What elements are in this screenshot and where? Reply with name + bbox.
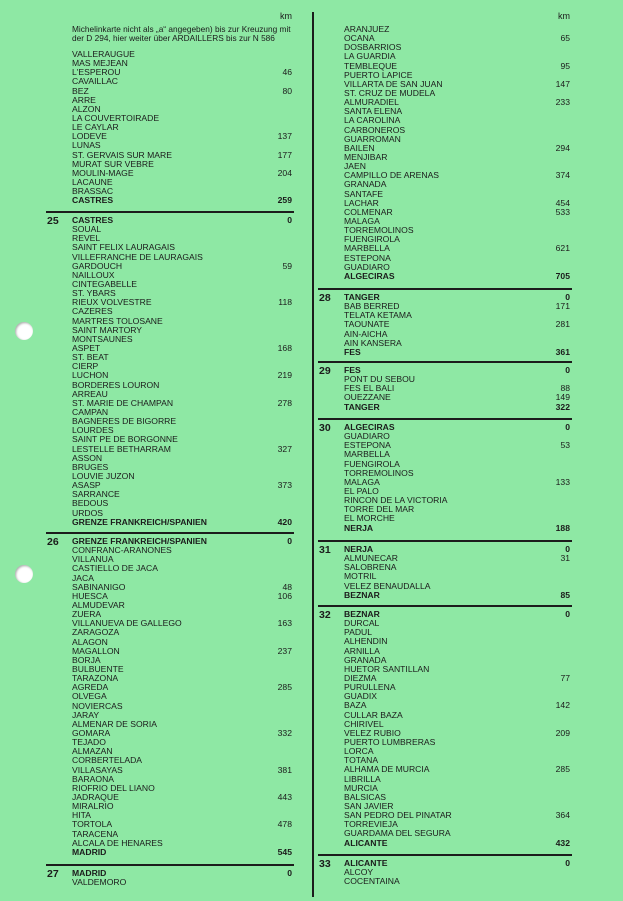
place-name: BEDOUS — [72, 498, 109, 509]
route-number: 28 — [319, 292, 331, 304]
route-number: 32 — [319, 609, 331, 621]
place-name: SANTAFE — [344, 188, 383, 199]
place-name: LUCHON — [72, 370, 109, 381]
right-column — [318, 0, 572, 901]
distance-km: 259 — [277, 195, 292, 206]
place-name: VILLANUEVA DE GALLEGO — [72, 618, 182, 629]
place-name: BARAONA — [72, 773, 115, 784]
place-name: MARTRES TOLOSANE — [72, 315, 163, 326]
place-name: VILLEFRANCHE DE LAURAGAIS — [72, 251, 203, 262]
place-name: LOUVIE JUZON — [72, 470, 135, 481]
place-name: ALMUNECAR — [344, 553, 398, 564]
place-name: RINCON DE LA VICTORIA — [344, 495, 448, 506]
place-name: FUENGIROLA — [344, 458, 400, 469]
distance-km: 163 — [277, 618, 292, 629]
distance-km: 46 — [282, 67, 292, 78]
route-segment-29 — [318, 361, 572, 412]
place-name: ESTEPONA — [344, 440, 391, 451]
place-name: CASTRES — [72, 215, 114, 225]
distance-km: 0 — [287, 215, 292, 225]
place-name: LA GUARDIA — [344, 51, 396, 62]
place-name: L'ESPEROU — [72, 67, 121, 78]
place-name: FES — [344, 346, 361, 357]
place-name: MARBELLA — [344, 449, 390, 460]
route-segment-28 — [318, 288, 572, 357]
place-name: EL MORCHE — [344, 513, 395, 524]
distance-km: 80 — [282, 85, 292, 96]
place-name: DIEZMA — [344, 672, 377, 683]
place-name: VALLERAUGUE — [72, 49, 135, 59]
distance-km: 294 — [555, 142, 570, 153]
place-name: COCENTAINA — [344, 876, 400, 887]
place-name: TORREMOLINOS — [344, 467, 414, 478]
place-name: TARAZONA — [72, 673, 119, 684]
route-number: 29 — [319, 365, 331, 377]
place-name: PURULLENA — [344, 682, 396, 693]
place-name: MAGALLON — [72, 645, 120, 656]
place-name: BEZNAR — [344, 609, 380, 619]
place-row — [46, 878, 294, 887]
route-segment-27 — [46, 864, 294, 887]
place-name: JACA — [72, 572, 94, 583]
place-name: MIRALRIO — [72, 801, 114, 812]
place-name: CAMPAN — [72, 406, 109, 417]
place-row — [46, 518, 294, 527]
km-header-right: km — [558, 11, 570, 21]
place-name: CULLAR BAZA — [344, 709, 403, 720]
place-name: PUERTO LUMBRERAS — [344, 736, 436, 747]
distance-km: 142 — [555, 700, 570, 711]
place-name: LODEVE — [72, 131, 107, 142]
route-number: 27 — [47, 868, 59, 880]
place-name: ARANJUEZ — [344, 24, 390, 34]
distance-km: 478 — [277, 819, 292, 830]
route-segment-31 — [318, 540, 572, 600]
place-name: BRASSAC — [72, 186, 114, 197]
place-name: ALZON — [72, 103, 101, 114]
distance-km: 545 — [277, 846, 292, 857]
place-row — [318, 591, 572, 600]
place-name: PADUL — [344, 627, 373, 638]
place-name: ALCOY — [344, 867, 374, 878]
distance-km: 204 — [277, 167, 292, 178]
distance-km: 432 — [555, 837, 570, 848]
place-name: NERJA — [344, 522, 374, 533]
distance-km: 322 — [555, 401, 570, 412]
place-name: LOURDES — [72, 425, 114, 436]
place-row — [318, 272, 572, 281]
route-segment-continued — [46, 22, 294, 205]
place-name: URDOS — [72, 507, 104, 518]
distance-km: 233 — [555, 97, 570, 108]
place-name: BAGNERES DE BIGORRE — [72, 416, 177, 427]
place-name: VELEZ BENAUDALLA — [344, 580, 431, 591]
place-name: PUERTO LAPICE — [344, 69, 413, 80]
place-name: BEZ — [72, 85, 89, 96]
distance-km: 374 — [555, 170, 570, 181]
place-name: TANGER — [344, 292, 380, 302]
place-name: CARBONEROS — [344, 124, 406, 135]
place-name: HITA — [72, 810, 91, 821]
place-name: CASTIELLO DE JACA — [72, 563, 158, 574]
place-name: BEZNAR — [344, 589, 380, 600]
place-name: COLMENAR — [344, 206, 393, 217]
place-name: LIBRILLA — [344, 773, 381, 784]
place-name: REVEL — [72, 233, 101, 244]
distance-km: 59 — [282, 260, 292, 271]
place-name: DOSBARRIOS — [344, 42, 402, 53]
distance-km: 0 — [287, 868, 292, 878]
place-row — [46, 848, 294, 857]
distance-km: 281 — [555, 319, 570, 330]
place-name: LACAUNE — [72, 176, 113, 187]
place-name: ALMAZAN — [72, 746, 113, 757]
place-row — [318, 877, 572, 886]
place-name: GRENZE FRANKREICH/SPANIEN — [72, 536, 207, 546]
place-name: FES EL BALI — [344, 383, 395, 394]
place-name: GUADIX — [344, 691, 377, 702]
distance-km: 533 — [555, 206, 570, 217]
place-name: VILLARTA DE SAN JUAN — [344, 78, 443, 89]
place-name: OLVEGA — [72, 691, 107, 702]
place-name: BAZA — [344, 700, 367, 711]
place-name: LA CAROLINA — [344, 115, 401, 126]
place-name: BORDERES LOURON — [72, 379, 160, 390]
place-row — [318, 524, 572, 533]
place-name: MURCIA — [344, 782, 378, 793]
distance-km: 118 — [278, 297, 292, 308]
route-number: 25 — [47, 215, 59, 227]
distance-km: 373 — [277, 480, 292, 491]
place-name: SALOBRENA — [344, 562, 397, 573]
distance-km: 0 — [565, 365, 570, 375]
place-name: VELEZ RUBIO — [344, 727, 401, 738]
place-name: AIN-AICHA — [344, 328, 388, 339]
distance-km: 95 — [560, 60, 570, 71]
place-name: ALMURADIEL — [344, 97, 399, 108]
place-name: MARBELLA — [344, 243, 390, 254]
distance-km: 237 — [277, 645, 292, 656]
place-name: SARRANCE — [72, 489, 120, 500]
place-name: SAINT MARTORY — [72, 324, 143, 335]
place-name: CAZERES — [72, 306, 113, 317]
place-name: ST. MARIE DE CHAMPAN — [72, 397, 174, 408]
distance-km: 168 — [277, 342, 292, 353]
place-name: TORREVIEJA — [344, 819, 398, 830]
place-name: TEMBLEQUE — [344, 60, 398, 71]
place-name: FES — [344, 365, 361, 375]
place-name: ZARAGOZA — [72, 627, 120, 638]
distance-km: 285 — [277, 682, 292, 693]
place-name: BULBUENTE — [72, 663, 124, 674]
place-name: MURAT SUR VEBRE — [72, 158, 154, 169]
place-name: RIEUX VOLVESTRE — [72, 297, 152, 308]
place-name: ALCALA DE HENARES — [72, 837, 163, 848]
place-name: BRUGES — [72, 461, 109, 472]
place-name: ARRE — [72, 94, 96, 105]
place-name: SABINANIGO — [72, 581, 126, 592]
distance-km: 177 — [277, 149, 292, 160]
distance-km: 332 — [277, 727, 292, 738]
route-segment-33 — [318, 854, 572, 886]
place-name: TOTANA — [344, 755, 379, 766]
place-name: GUARROMAN — [344, 133, 401, 144]
place-name: BALSICAS — [344, 791, 387, 802]
intro-note: Michelinkarte nicht als „a“ angegeben) bis zur Kreuzung mit der D 294, hier weiter über ARDAILLERS bis zur N 586 — [72, 24, 291, 44]
place-name: ASPET — [72, 342, 101, 353]
place-name: HUESCA — [72, 590, 108, 601]
place-name: NERJA — [344, 544, 374, 554]
place-name: SAINT FELIX LAURAGAIS — [72, 242, 175, 253]
place-name: GUADIARO — [344, 431, 390, 442]
place-name: VALDEMORO — [72, 877, 127, 888]
place-name: EL PALO — [344, 485, 379, 496]
place-name: ZUERA — [72, 609, 102, 620]
place-name: AIN KANSERA — [344, 337, 402, 348]
place-row — [46, 196, 294, 205]
place-name: MAS MEJEAN — [72, 58, 128, 69]
place-name: ARNILLA — [344, 645, 380, 656]
distance-km: 48 — [282, 581, 292, 592]
distance-km: 147 — [555, 78, 570, 89]
distance-km: 443 — [277, 791, 292, 802]
distance-km: 0 — [565, 422, 570, 432]
place-name: TORRE DEL MAR — [344, 504, 415, 515]
route-number: 30 — [319, 422, 331, 434]
place-name: MALAGA — [344, 215, 380, 226]
distance-km: 53 — [560, 440, 570, 451]
distance-km: 278 — [277, 397, 292, 408]
place-name: MALAGA — [344, 476, 380, 487]
place-name: DURCAL — [344, 618, 380, 629]
place-name: GRANADA — [344, 179, 387, 190]
distance-km: 85 — [560, 589, 570, 600]
place-name: TAOUNATE — [344, 319, 390, 330]
route-number: 33 — [319, 858, 331, 870]
place-name: ALAGON — [72, 636, 108, 647]
place-name: ESTEPONA — [344, 252, 391, 263]
place-name: TARACENA — [72, 828, 119, 839]
place-name: TORTOLA — [72, 819, 113, 830]
distance-km: 0 — [565, 544, 570, 554]
place-name: ALMENAR DE SORIA — [72, 718, 158, 729]
distance-km: 361 — [555, 346, 570, 357]
place-name: LE CAYLAR — [72, 122, 119, 133]
distance-km: 171 — [555, 301, 570, 312]
place-name: ALMUDEVAR — [72, 599, 125, 610]
place-name: GARDOUCH — [72, 260, 123, 271]
distance-km: 0 — [287, 536, 292, 546]
place-name: ALICANTE — [344, 858, 388, 868]
place-name: VILLASAYAS — [72, 764, 123, 775]
place-name: CONFRANC-ARANONES — [72, 545, 172, 556]
place-name: BORJA — [72, 654, 101, 665]
distance-km: 77 — [560, 672, 570, 683]
place-name: MADRID — [72, 868, 107, 878]
place-name: ST. GERVAIS SUR MARE — [72, 149, 172, 160]
punch-hole — [15, 565, 33, 583]
place-name: TORREMOLINOS — [344, 225, 414, 236]
place-name: JARAY — [72, 709, 100, 720]
place-name: ARREAU — [72, 388, 108, 399]
place-name: ASASP — [72, 480, 101, 491]
place-name: SAN JAVIER — [344, 800, 394, 811]
place-name: OUEZZANE — [344, 392, 391, 403]
place-name: SAINT PE DE BORGONNE — [72, 434, 178, 445]
distance-km: 420 — [277, 516, 292, 527]
place-name: GUADIARO — [344, 261, 390, 272]
place-name: VILLANUA — [72, 554, 114, 565]
place-name: ALICANTE — [344, 837, 388, 848]
place-name: FUENGIROLA — [344, 234, 400, 245]
punch-hole — [15, 322, 33, 340]
place-name: LA COUVERTOIRADE — [72, 112, 160, 123]
place-name: GRANADA — [344, 654, 387, 665]
distance-km: 31 — [560, 553, 570, 564]
distance-km: 149 — [555, 392, 570, 403]
distance-km: 65 — [560, 33, 570, 44]
place-name: SANTA ELENA — [344, 106, 403, 117]
place-name: MOTRIL — [344, 571, 377, 582]
place-name: JADRAQUE — [72, 791, 119, 802]
distance-km: 364 — [555, 810, 570, 821]
place-name: CAMPILLO DE ARENAS — [344, 170, 440, 181]
route-number: 31 — [319, 544, 331, 556]
place-name: SAN PEDRO DEL PINATAR — [344, 810, 452, 821]
route-segment-continued — [318, 22, 572, 281]
place-row — [318, 403, 572, 412]
place-name: TELATA KETAMA — [344, 310, 412, 321]
distance-km: 285 — [555, 764, 570, 775]
place-name: CASTRES — [72, 195, 114, 206]
place-name: GOMARA — [72, 727, 111, 738]
distance-km: 219 — [277, 370, 292, 381]
distance-km: 209 — [555, 727, 570, 738]
place-name: TEJADO — [72, 737, 106, 748]
place-name: LUNAS — [72, 140, 101, 151]
place-name: BAB BERRED — [344, 301, 400, 312]
place-name: NAILLOUX — [72, 269, 115, 280]
place-name: CIERP — [72, 361, 99, 372]
route-number: 26 — [47, 536, 59, 548]
place-name: LESTELLE BETHARRAM — [72, 443, 171, 454]
column-divider — [312, 12, 314, 897]
route-segment-25 — [46, 211, 294, 527]
route-segment-30 — [318, 418, 572, 533]
distance-km: 0 — [565, 609, 570, 619]
place-name: GRENZE FRANKREICH/SPANIEN — [72, 516, 207, 527]
place-name: ST. BEAT — [72, 352, 109, 363]
distance-km: 88 — [560, 383, 570, 394]
distance-km: 381 — [277, 764, 292, 775]
place-name: JAEN — [344, 161, 366, 172]
place-name: ST. CRUZ DE MUDELA — [344, 87, 436, 98]
place-name: ALHAMA DE MURCIA — [344, 764, 430, 775]
place-name: MADRID — [72, 846, 107, 857]
distance-km: 705 — [555, 270, 570, 281]
place-name: ALGECIRAS — [344, 422, 395, 432]
place-name: NOVIERCAS — [72, 700, 123, 711]
distance-km: 106 — [277, 590, 292, 601]
place-name: RIOFRIO DEL LIANO — [72, 782, 155, 793]
place-name: OCANA — [344, 33, 375, 44]
place-name: TANGER — [344, 401, 380, 412]
place-name: GUARDAMA DEL SEGURA — [344, 828, 451, 839]
distance-km: 621 — [555, 243, 570, 254]
left-column — [46, 0, 294, 901]
distance-km: 0 — [565, 292, 570, 302]
place-row — [318, 839, 572, 848]
place-name: CINTEGABELLE — [72, 278, 137, 289]
distance-km: 133 — [555, 476, 570, 487]
place-name: SOUAL — [72, 224, 102, 235]
place-name: MONTSAUNES — [72, 333, 133, 344]
place-name: ST. YBARS — [72, 288, 116, 299]
place-row — [318, 348, 572, 357]
place-name: PONT DU SEBOU — [344, 374, 415, 385]
distance-km: 454 — [555, 197, 570, 208]
route-segment-32 — [318, 605, 572, 848]
place-name: CORBERTELADA — [72, 755, 143, 766]
place-name: CAVAILLAC — [72, 76, 119, 87]
distance-km: 137 — [277, 131, 292, 142]
place-name: LACHAR — [344, 197, 379, 208]
km-header-left: km — [280, 11, 292, 21]
place-name: LORCA — [344, 746, 374, 757]
place-name: AGREDA — [72, 682, 109, 693]
route-segment-26 — [46, 532, 294, 857]
place-name: BAILEN — [344, 142, 375, 153]
distance-km: 188 — [555, 522, 570, 533]
place-name: MOULIN-MAGE — [72, 167, 134, 178]
place-name: ASSON — [72, 452, 103, 463]
distance-km: 327 — [277, 443, 292, 454]
place-name: ALHENDIN — [344, 636, 388, 647]
place-name: MENJIBAR — [344, 151, 388, 162]
place-name: ALGECIRAS — [344, 270, 395, 281]
place-name: CHIRIVEL — [344, 718, 384, 729]
place-name: HUETOR SANTILLAN — [344, 663, 430, 674]
distance-km: 0 — [565, 858, 570, 868]
